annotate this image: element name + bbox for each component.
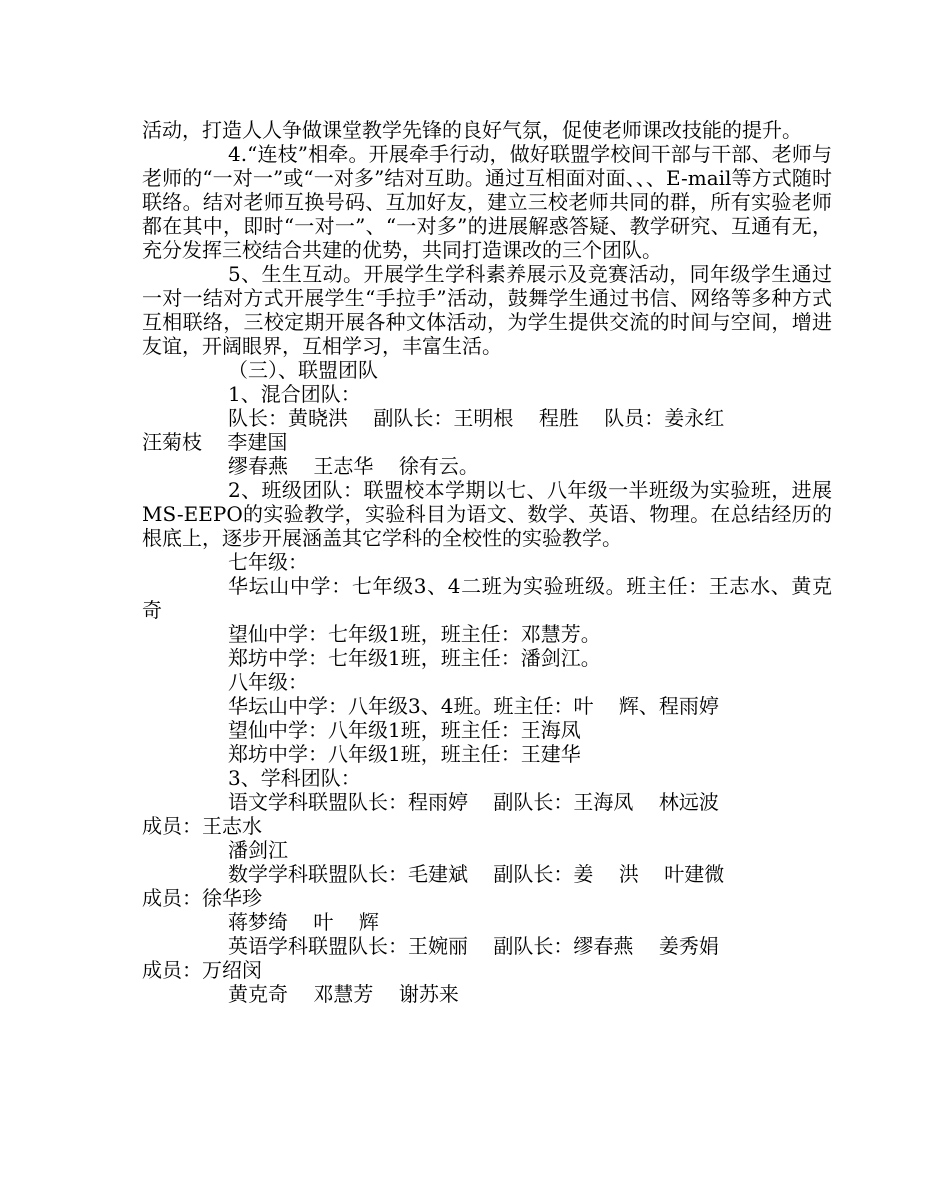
paragraph-lianzhi-partnership: 4.“连枝”相牵。开展牵手行动，做好联盟学校间干部与干部、老师与老师的“一对一”或“一对多”结对互助。通过互相面对面、、、E-mail等方式随时联络。结对老师互换号码、互加好友，建立三校老师共同的群，所有实验老师都在其中，即时“一对一”、“一对多”的进展解惑答疑、教学研究、互通有无，充分发挥三校结合共建的优势，共同打造课改的三个团队。 bbox=[142, 142, 832, 262]
section-heading-alliance-teams: （三）、联盟团队 bbox=[228, 358, 378, 382]
subheading-mixed-team: 1、混合团队： bbox=[228, 382, 361, 406]
wangxian-grade-eight: 望仙中学：八年级1班，班主任：王海凤 bbox=[228, 718, 581, 742]
wangxian-grade-seven: 望仙中学：七年级1班，班主任：邓慧芳。 bbox=[228, 622, 601, 646]
huatanshan-grade-eight: 华坛山中学：八年级3、4班。班主任：叶 辉、程雨婷 bbox=[228, 694, 719, 718]
zhengfang-grade-seven: 郑坊中学：七年级1班，班主任：潘剑江。 bbox=[228, 646, 601, 670]
mixed-team-members-line-2: 缪春燕 王志华 徐有云。 bbox=[228, 454, 479, 478]
grade-eight-heading: 八年级： bbox=[228, 670, 308, 694]
english-team-leaders: 英语学科联盟队长：王婉丽 副队长：缪春燕 姜秀娟 bbox=[228, 934, 719, 958]
paragraph-student-interaction: 5、生生互动。开展学生学科素养展示及竞赛活动，同年级学生通过一对一结对方式开展学生“手拉手”活动，鼓舞学生通过书信、网络等多种方式互相联络，三校定期开展各种文体活动，为学生提供交流的时间与空间，增进友谊，开阔眼界，互相学习，丰富生活。 bbox=[142, 262, 832, 358]
paragraph-activity-continuation: 活动，打造人人争做课堂教学先锋的良好气氛，促使老师课改技能的提升。 bbox=[142, 118, 802, 142]
mixed-team-members-line: 队长：黄晓洪 副队长：王明根 程胜 队员：姜永红 bbox=[228, 406, 725, 430]
chinese-team-members-continued: 潘剑江 bbox=[228, 838, 288, 862]
english-team-members: 成员：万绍闵 bbox=[142, 958, 262, 982]
paragraph-class-team: 2、班级团队：联盟校本学期以七、八年级一半班级为实验班，进展MS-EEPO的实验教学，实验科目为语文、数学、英语、物理。在总结经历的根底上，逐步开展涵盖其它学科的全校性的实验教学。 bbox=[142, 478, 832, 550]
document-body bbox=[142, 118, 832, 1006]
math-team-members-continued: 蒋梦绮 叶 辉 bbox=[228, 910, 379, 934]
mixed-team-members-continued: 汪菊枝 李建国 bbox=[142, 430, 288, 454]
zhengfang-grade-eight: 郑坊中学：八年级1班，班主任：王建华 bbox=[228, 742, 581, 766]
chinese-team-members: 成员：王志水 bbox=[142, 814, 262, 838]
math-team-members: 成员：徐华珍 bbox=[142, 886, 262, 910]
subheading-subject-teams: 3、学科团队： bbox=[228, 766, 361, 790]
chinese-team-leaders: 语文学科联盟队长：程雨婷 副队长：王海凤 林远波 bbox=[228, 790, 719, 814]
grade-seven-heading: 七年级： bbox=[228, 550, 308, 574]
huatanshan-grade-seven: 华坛山中学：七年级3、4二班为实验班级。班主任：王志水、黄克奇 bbox=[142, 574, 832, 622]
math-team-leaders: 数学学科联盟队长：毛建斌 副队长：姜 洪 叶建微 bbox=[228, 862, 725, 886]
english-team-members-continued: 黄克奇 邓慧芳 谢苏来 bbox=[228, 982, 459, 1006]
